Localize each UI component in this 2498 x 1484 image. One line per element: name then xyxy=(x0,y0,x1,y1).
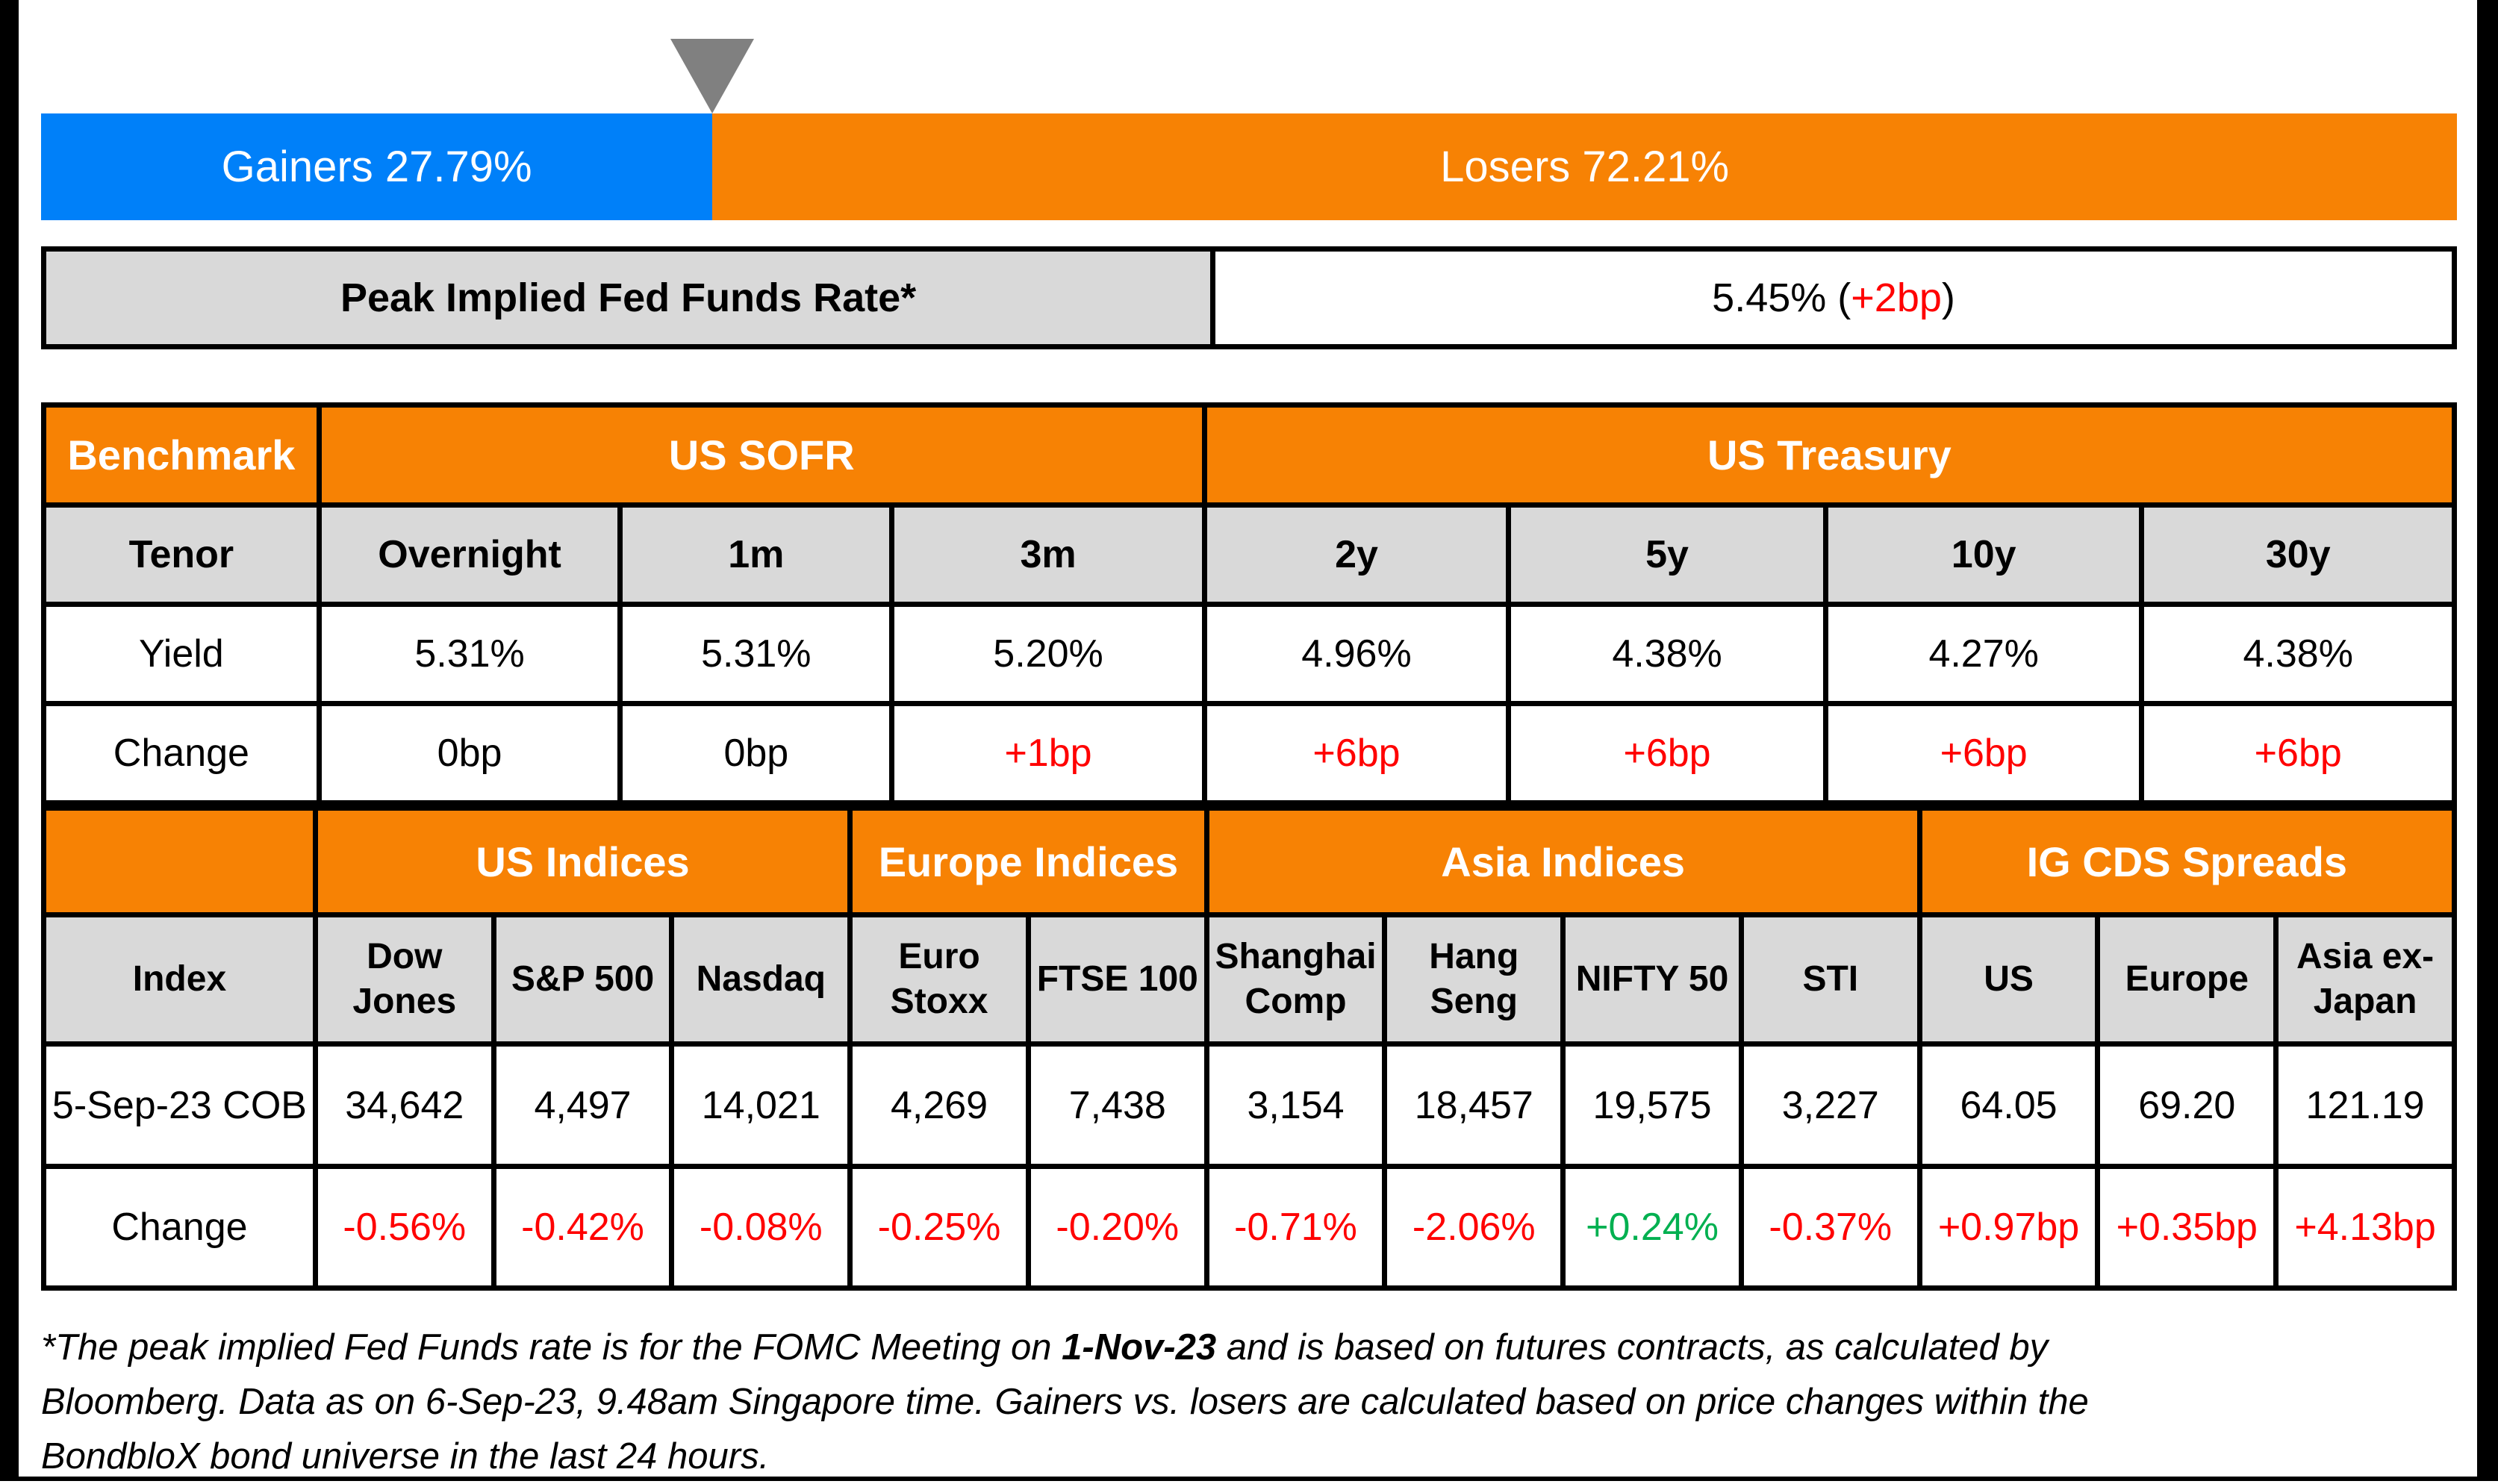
europe-indices-group-header: Europe Indices xyxy=(850,808,1207,915)
change-cell: +6bp xyxy=(2142,704,2455,803)
close-value-cell: 64.05 xyxy=(1919,1044,2098,1167)
index-change-cell: -0.71% xyxy=(1206,1167,1385,1288)
index-name-cell: Europe xyxy=(2098,915,2276,1044)
yield-cell: 4.38% xyxy=(2142,605,2455,704)
index-name-cell: Euro Stoxx xyxy=(850,915,1029,1044)
index-change-cell: -2.06% xyxy=(1385,1167,1563,1288)
gainers-segment xyxy=(41,113,712,220)
losers-label: Losers 72.21% xyxy=(1440,143,1730,191)
peak-rate-close-paren: ) xyxy=(1941,275,1955,320)
peak-fed-funds-row xyxy=(44,249,2455,347)
gainers-label: Gainers 27.79% xyxy=(221,143,532,191)
us-indices-group-header: US Indices xyxy=(315,808,850,915)
change-cell: +6bp xyxy=(1825,704,2142,803)
footnote-line2: Bloomberg. Data as on 6-Sep-23, 9.48am Singapore time. Gainers vs. losers are calculated based on price changes within the xyxy=(41,1382,2089,1422)
peak-rate-change: +2bp xyxy=(1851,275,1942,320)
close-value-cell: 69.20 xyxy=(2098,1044,2276,1167)
indices-change-row xyxy=(44,1167,2455,1288)
index-change-cell: +0.24% xyxy=(1563,1167,1742,1288)
yield-row xyxy=(44,605,2455,704)
asia-indices-group-header: Asia Indices xyxy=(1206,808,1919,915)
footnote xyxy=(41,1321,2457,1484)
index-name-cell: Dow Jones xyxy=(315,915,493,1044)
close-value-cell: 14,021 xyxy=(672,1044,850,1167)
yield-cell: 4.38% xyxy=(1509,605,1826,704)
tenor-cell: 3m xyxy=(892,505,1204,605)
change-cell: +6bp xyxy=(1509,704,1826,803)
gainers-losers-pointer-area xyxy=(41,0,2457,113)
peak-fed-funds-value xyxy=(1213,249,2455,347)
index-name-cell: Nasdaq xyxy=(672,915,850,1044)
index-change-cell: +4.13bp xyxy=(2276,1167,2455,1288)
index-name-cell: Hang Seng xyxy=(1385,915,1563,1044)
change-cell: 0bp xyxy=(319,704,620,803)
yield-row-label: Yield xyxy=(44,605,320,704)
close-value-cell: 7,438 xyxy=(1028,1044,1206,1167)
close-value-cell: 121.19 xyxy=(2276,1044,2455,1167)
index-change-cell: -0.56% xyxy=(315,1167,493,1288)
index-change-cell: -0.08% xyxy=(672,1167,850,1288)
index-change-cell: +0.97bp xyxy=(1919,1167,2098,1288)
change-row-label: Change xyxy=(44,1167,316,1288)
index-name-cell: Shanghai Comp xyxy=(1206,915,1385,1044)
indices-corner-header xyxy=(44,808,316,915)
footnote-line1-post: and is based on futures contracts, as calculated by xyxy=(1216,1327,2049,1368)
indices-group-row xyxy=(44,808,2455,915)
yield-cell: 4.96% xyxy=(1204,605,1508,704)
index-name-cell: STI xyxy=(1741,915,1919,1044)
tenor-cell: 1m xyxy=(620,505,892,605)
change-cell: +1bp xyxy=(892,704,1204,803)
close-value-cell: 18,457 xyxy=(1385,1044,1563,1167)
footnote-line1-pre: *The peak implied Fed Funds rate is for the FOMC Meeting on xyxy=(41,1327,1062,1368)
index-name-cell: FTSE 100 xyxy=(1028,915,1206,1044)
peak-marker-triangle-icon xyxy=(670,39,754,113)
close-value-cell: 3,227 xyxy=(1741,1044,1919,1167)
close-value-cell: 4,269 xyxy=(850,1044,1029,1167)
close-value-row xyxy=(44,1044,2455,1167)
index-name-cell: NIFTY 50 xyxy=(1563,915,1742,1044)
tenor-cell: Overnight xyxy=(319,505,620,605)
yield-cell: 5.31% xyxy=(319,605,620,704)
index-row-label: Index xyxy=(44,915,316,1044)
indices-table xyxy=(41,805,2457,1291)
benchmark-table xyxy=(41,402,2457,805)
peak-rate-value: 5.45% ( xyxy=(1712,275,1851,320)
index-change-cell: -0.20% xyxy=(1028,1167,1206,1288)
us-treasury-group-header: US Treasury xyxy=(1204,405,2454,505)
change-cell: 0bp xyxy=(620,704,892,803)
index-name-cell: S&P 500 xyxy=(493,915,672,1044)
index-change-cell: -0.42% xyxy=(493,1167,672,1288)
us-sofr-group-header: US SOFR xyxy=(319,405,1204,505)
peak-fed-funds-label: Peak Implied Fed Funds Rate* xyxy=(44,249,1213,347)
close-value-cell: 34,642 xyxy=(315,1044,493,1167)
yield-cell: 5.31% xyxy=(620,605,892,704)
index-change-cell: +0.35bp xyxy=(2098,1167,2276,1288)
yield-cell: 4.27% xyxy=(1825,605,2142,704)
benchmark-change-row xyxy=(44,704,2455,803)
benchmark-corner-header: Benchmark xyxy=(44,405,320,505)
index-change-cell: -0.25% xyxy=(850,1167,1029,1288)
index-name-cell: US xyxy=(1919,915,2098,1044)
tenor-row xyxy=(44,505,2455,605)
ig-cds-group-header: IG CDS Spreads xyxy=(1919,808,2454,915)
benchmark-group-row xyxy=(44,405,2455,505)
index-name-row xyxy=(44,915,2455,1044)
footnote-line3: BondbloX bond universe in the last 24 hours. xyxy=(41,1436,770,1477)
footnote-fomc-date: 1-Nov-23 xyxy=(1062,1327,1217,1368)
losers-segment xyxy=(712,113,2457,220)
peak-fed-funds-table xyxy=(41,246,2457,349)
change-row-label: Change xyxy=(44,704,320,803)
close-value-cell: 4,497 xyxy=(493,1044,672,1167)
close-value-cell: 19,575 xyxy=(1563,1044,1742,1167)
index-change-cell: -0.37% xyxy=(1741,1167,1919,1288)
tenor-cell: 2y xyxy=(1204,505,1508,605)
yield-cell: 5.20% xyxy=(892,605,1204,704)
close-row-label: 5-Sep-23 COB xyxy=(44,1044,316,1167)
tenor-cell: 5y xyxy=(1509,505,1826,605)
tenor-row-label: Tenor xyxy=(44,505,320,605)
gainers-losers-bar xyxy=(41,113,2457,220)
tenor-cell: 10y xyxy=(1825,505,2142,605)
close-value-cell: 3,154 xyxy=(1206,1044,1385,1167)
tenor-cell: 30y xyxy=(2142,505,2455,605)
index-name-cell: Asia ex-Japan xyxy=(2276,915,2455,1044)
change-cell: +6bp xyxy=(1204,704,1508,803)
